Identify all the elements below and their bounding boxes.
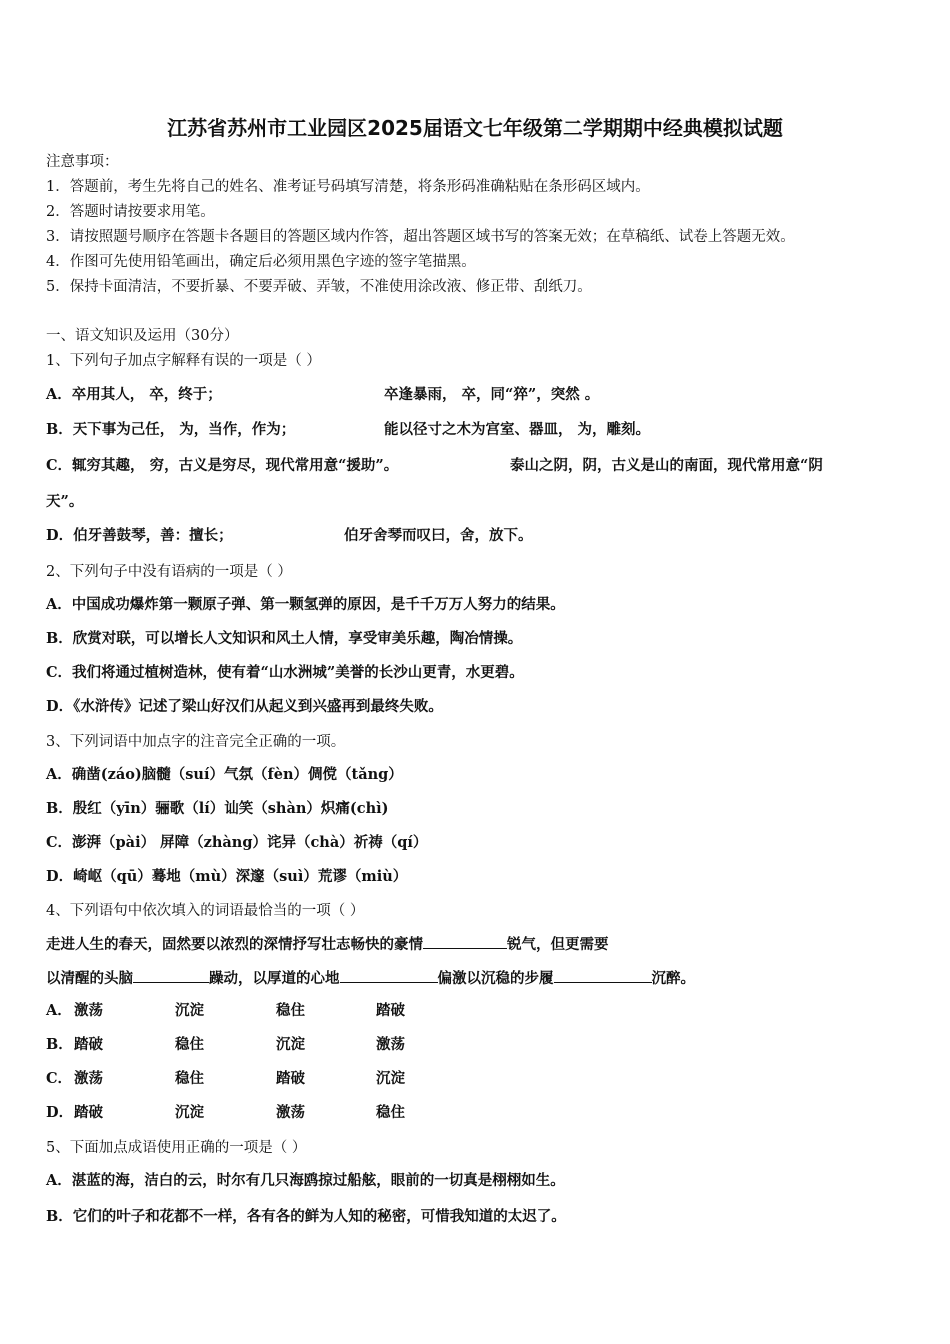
question-4-passage-line-2 <box>46 968 695 989</box>
option-word: 激荡 <box>376 1036 405 1053</box>
question-4-option-a <box>46 1001 405 1021</box>
question-2-option-b: B．欣赏对联，可以增长人文知识和风土人情，享受审美乐趣，陶冶情操。 <box>46 630 523 647</box>
q4-line2-text-c: 偏激以沉稳的步履 <box>437 970 554 987</box>
question-3-option-d: D．崎岖（qū）蓦地（mù）深邃（suì）荒谬（miù） <box>46 868 408 885</box>
option-word: 踏破 <box>74 1036 103 1053</box>
option-label: D． <box>46 1104 74 1121</box>
option-word: 沉淀 <box>175 1104 204 1121</box>
question-3-stem: 3、下列词语中加点字的注音完全正确的一项。 <box>46 734 346 750</box>
question-4-stem: 4、下列语句中依次填入的词语最恰当的一项（ ） <box>46 903 365 919</box>
option-word: 踏破 <box>276 1070 305 1087</box>
option-label: B． <box>46 1036 73 1053</box>
q4-line2-text-b: 躁动，以厚道的心地 <box>209 970 340 987</box>
option-label: C． <box>46 1070 73 1087</box>
question-4-passage-line-1 <box>46 934 609 955</box>
notice-item-5: 5．保持卡面清洁，不要折暴、不要弄破、弄皱，不准使用涂改液、修正带、刮纸刀。 <box>46 279 592 295</box>
q4-line2-text-d: 沉醉。 <box>651 970 695 987</box>
notice-heading: 注意事项： <box>46 154 119 170</box>
question-2-option-d: D．《水浒传》记述了梁山好汉们从起义到兴盛再到最终失败。 <box>46 698 443 715</box>
notice-item-2: 2．答题时请按要求用笔。 <box>46 204 215 220</box>
question-2-option-a: A．中国成功爆炸第一颗原子弹、第一颗氢弹的原因，是千千万万人努力的结果。 <box>46 596 565 613</box>
option-word: 稳住 <box>175 1036 204 1053</box>
page-title: 江苏省苏州市工业园区2025届语文七年级第二学期期中经典模拟试题 <box>167 116 783 140</box>
question-1-option-c: C．辄穷其趣， 穷，古义是穷尽，现代常用意“援助”。 <box>46 457 399 474</box>
question-3-option-c: C．澎湃（pài） 屏障（zhàng）诧异（chà）祈祷（qí） <box>46 834 428 851</box>
option-word: 沉淀 <box>276 1036 305 1053</box>
question-5-stem: 5、下面加点成语使用正确的一项是（ ） <box>46 1140 307 1156</box>
option-word: 沉淀 <box>175 1002 204 1019</box>
question-3-option-a: A．确凿(záo)脑髓（suí）气氛（fèn）倜傥（tǎng） <box>46 766 403 783</box>
option-word: 稳住 <box>276 1002 305 1019</box>
q1-a-part1: A．卒用其人， 卒，终于； <box>46 386 222 403</box>
option-label: A． <box>46 1002 72 1019</box>
fill-blank-3 <box>340 968 438 983</box>
notice-item-1: 1．答题前，考生先将自己的姓名、准考证号码填写清楚，将条形码准确粘贴在条形码区域内。 <box>46 179 650 195</box>
question-1-stem: 1、下列句子加点字解释有误的一项是（ ） <box>46 353 321 369</box>
q4-line1-text-a: 走进人生的春天，固然要以浓烈的深情抒写壮志畅快的豪情 <box>46 936 423 953</box>
question-1-option-a <box>46 385 222 405</box>
question-4-option-b <box>46 1035 405 1055</box>
question-1-option-d: D．伯牙善鼓琴，善：擅长； <box>46 527 233 544</box>
option-word: 激荡 <box>74 1070 103 1087</box>
option-word: 踏破 <box>74 1104 103 1121</box>
option-word: 稳住 <box>376 1104 405 1121</box>
question-5-option-b: B．它们的叶子和花都不一样，各有各的鲜为人知的秘密，可惜我知道的太迟了。 <box>46 1208 566 1225</box>
fill-blank-1 <box>423 934 507 949</box>
question-4-option-c <box>46 1069 405 1089</box>
option-word: 稳住 <box>175 1070 204 1087</box>
q4-line1-text-b: 锐气，但更需要 <box>507 936 609 953</box>
question-1-option-c-part3: 天”。 <box>46 493 84 510</box>
notice-item-3: 3．请按照题号顺序在答题卡各题目的答题区域内作答，超出答题区域书写的答案无效；在草稿纸、试卷上答题无效。 <box>46 229 795 245</box>
question-1-option-c-part2: 泰山之阴，阴，古义是山的南面，现代常用意“阴 <box>510 457 823 474</box>
option-word: 激荡 <box>276 1104 305 1121</box>
option-word: 沉淀 <box>376 1070 405 1087</box>
fill-blank-4 <box>554 968 652 983</box>
question-1-option-d-part2: 伯牙舍琴而叹曰，舍，放下。 <box>344 527 533 544</box>
question-1-option-b: B．天下事为己任， 为，当作，作为； <box>46 421 296 438</box>
question-3-option-b: B．殷红（yīn）骊歌（lí）讪笑（shàn）炽痛(chì) <box>46 800 389 817</box>
question-2-stem: 2、下列句子中没有语病的一项是（ ） <box>46 564 292 580</box>
question-1-option-b-part2: 能以径寸之木为宫室、器皿， 为，雕刻。 <box>384 421 651 438</box>
question-1-option-a-part2: 卒逢暴雨， 卒，同“猝”，突然 。 <box>384 386 600 403</box>
fill-blank-2 <box>133 968 209 983</box>
q4-line2-text-a: 以清醒的头脑 <box>46 970 133 987</box>
question-2-option-c: C．我们将通过植树造林，使有着“山水洲城”美誉的长沙山更青，水更碧。 <box>46 664 524 681</box>
question-5-option-a: A．湛蓝的海，洁白的云，时尔有几只海鸥掠过船舷，眼前的一切真是栩栩如生。 <box>46 1172 565 1189</box>
option-word: 踏破 <box>376 1002 405 1019</box>
option-word: 激荡 <box>74 1002 103 1019</box>
notice-item-4: 4．作图可先使用铅笔画出，确定后必须用黑色字迹的签字笔描黑。 <box>46 254 476 270</box>
question-4-option-d <box>46 1103 405 1123</box>
section-heading: 一、语文知识及运用（30分） <box>46 328 239 344</box>
